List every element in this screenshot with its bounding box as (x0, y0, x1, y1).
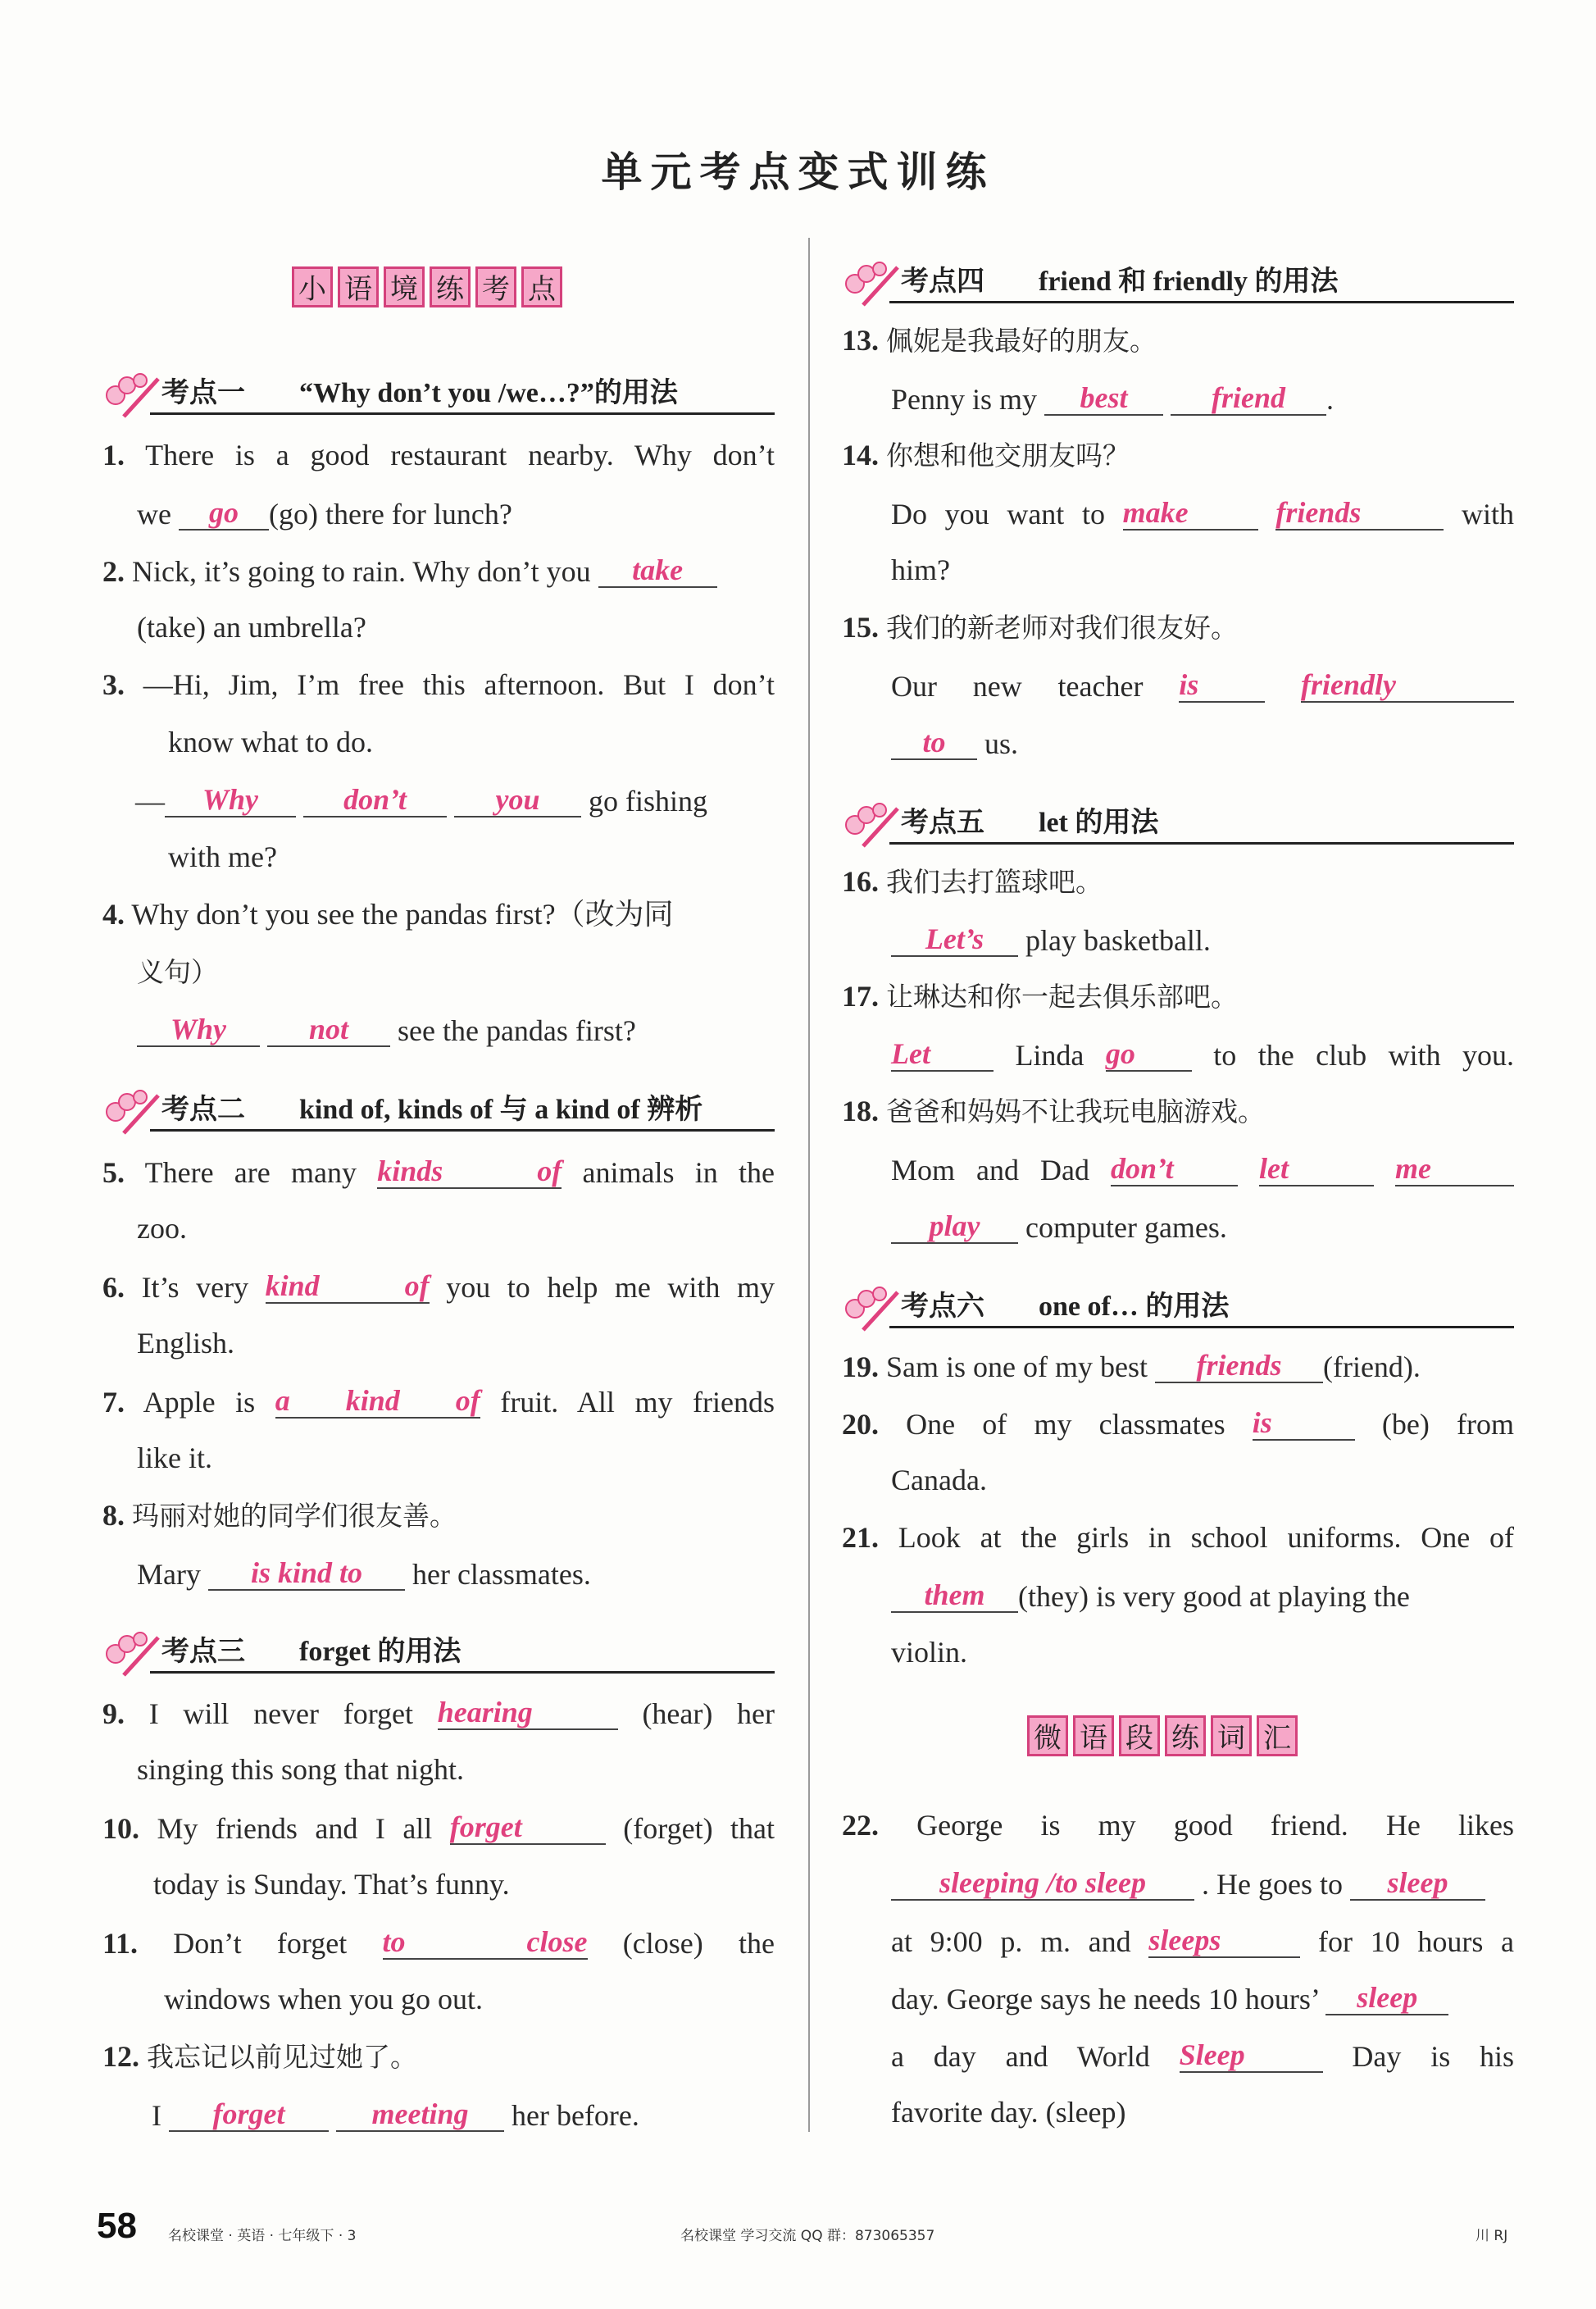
page-title: 单元考点变式训练 (601, 148, 995, 196)
question-12-line2: I forget meeting her before. (152, 2097, 639, 2132)
question-7-line2: like it. (137, 1441, 212, 1474)
question-22-line4: day. George says he needs 10 hours’ sleep (891, 1981, 1514, 2015)
question-1: 1. There is a good restaurant nearby. Why don’t (102, 439, 775, 471)
box-char: 考 (475, 266, 516, 307)
section-title: let 的用法 (1039, 808, 1159, 838)
question-6-line2: English. (137, 1327, 235, 1359)
box-char: 词 (1211, 1715, 1252, 1756)
question-4: 4. Why don’t you see the pandas first?（改为同 (102, 898, 674, 931)
question-9-line2: singing this song that night. (137, 1753, 465, 1786)
section-label: 考点三 (161, 1635, 245, 1668)
section-header (102, 376, 775, 415)
question-10: 10. My friends and I all forget (forget) that (102, 1810, 775, 1845)
question-3-line4: with me? (168, 840, 277, 873)
footer-edition: 川 RJ (1476, 2228, 1508, 2244)
section-header (842, 264, 1514, 303)
question-4-line2: 义句） (137, 956, 218, 988)
question-21-line2: them (they) is very good at playing the (891, 1578, 1514, 1613)
question-15-line3: to us. (891, 726, 1514, 760)
question-22: 22. George is my good friend. He likes (842, 1809, 1514, 1842)
box-char: 点 (521, 266, 562, 307)
question-15: 15. 我们的新老师对我们很友好。 (842, 611, 1238, 644)
question-13-line2: Penny is my best friend . (891, 381, 1335, 416)
question-17-line2: Let Linda go to the club with you. (891, 1037, 1515, 1072)
question-16-line2: Let’s play basketball. (891, 922, 1514, 957)
question-4-line3: Why not see the pandas first? (137, 1013, 775, 1047)
question-3-line3: — Why don’t you go fishing (135, 783, 708, 817)
section-label: 考点四 (901, 265, 984, 298)
column-divider (808, 238, 810, 2132)
section-title: “Why don’t you /we…?”的用法 (299, 378, 678, 408)
question-22-line5: a day and World Sleep Day is his (891, 2038, 1515, 2073)
question-10-line2: today is Sunday. That’s funny. (153, 1868, 510, 1901)
question-14: 14. 你想和他交朋友吗？ (842, 439, 1130, 471)
question-15-line2: Our new teacher is friendly (891, 668, 1514, 703)
question-12: 12. 我忘记以前见过她了。 (102, 2040, 417, 2073)
section-label: 考点五 (901, 806, 984, 839)
answer: go (208, 496, 239, 529)
question-17: 17. 让琳达和你一起去俱乐部吧。 (842, 980, 1238, 1013)
question-11-line2: windows when you go out. (164, 1983, 483, 2015)
question-3: 3. —Hi, Jim, I’m free this afternoon. But I don’t (102, 668, 775, 701)
question-2: 2. Nick, it’s going to rain. Why don’t you take (102, 553, 775, 588)
section-title: forget 的用法 (299, 1637, 462, 1667)
question-14-line3: him? (891, 553, 950, 586)
section-header (842, 1289, 1514, 1328)
section-label: 考点六 (901, 1290, 984, 1323)
section-header (842, 805, 1514, 845)
box-char: 小 (292, 266, 333, 307)
box-char: 汇 (1257, 1715, 1298, 1756)
section-label: 考点一 (161, 376, 245, 409)
question-16: 16. 我们去打篮球吧。 (842, 865, 1103, 898)
page-number: 58 (97, 2206, 137, 2246)
left-box-title (292, 266, 562, 307)
right-box-title (1027, 1715, 1298, 1756)
box-char: 微 (1027, 1715, 1068, 1756)
question-8: 8. 玛丽对她的同学们很友善。 (102, 1499, 457, 1532)
question-13: 13. 佩妮是我最好的朋友。 (842, 324, 1157, 357)
section-title: friend 和 friendly 的用法 (1039, 266, 1339, 297)
section-label: 考点二 (161, 1093, 245, 1126)
question-8-line2: Mary is kind to her classmates. (137, 1556, 591, 1591)
question-5-line2: zoo. (137, 1212, 187, 1245)
question-20-line2: Canada. (891, 1464, 987, 1496)
question-2-line2: (take) an umbrella? (137, 611, 366, 644)
section-title: kind of, kinds of 与 a kind of 辨析 (299, 1095, 703, 1125)
question-22-line6: favorite day. (sleep) (891, 2096, 1126, 2129)
question-5: 5. There are many kinds of animals in the (102, 1154, 775, 1189)
question-1-line2: we go (go) there for lunch? (137, 496, 512, 531)
question-18-line2: Mom and Dad don’t let me (891, 1152, 1514, 1186)
box-char: 语 (338, 266, 379, 307)
question-21-line3: violin. (891, 1636, 968, 1669)
section-header (102, 1634, 775, 1674)
question-6: 6. It’s very kind of you to help me with my (102, 1269, 775, 1304)
box-char: 练 (1165, 1715, 1206, 1756)
question-14-line2: Do you want to make friends with (891, 496, 1515, 531)
question-3-line2: know what to do. (168, 726, 373, 758)
question-18: 18. 爸爸和妈妈不让我玩电脑游戏。 (842, 1095, 1265, 1127)
question-18-line3: play computer games. (891, 1209, 1514, 1244)
question-22-line2: sleeping /to sleep . He goes to sleep (891, 1866, 1514, 1901)
question-22-line3: at 9:00 p. m. and sleeps for 10 hours a (891, 1924, 1515, 1958)
footer-book: 名校课堂 · 英语 · 七年级下 · 3 (168, 2228, 357, 2244)
box-char: 境 (384, 266, 425, 307)
section-header (102, 1092, 775, 1132)
footer-qq: 名校课堂 学习交流 QQ 群：873065357 (680, 2228, 935, 2244)
question-20: 20. One of my classmates is (be) from (842, 1406, 1515, 1441)
answer: take (632, 553, 684, 586)
question-19: 19. Sam is one of my best friends (friend). (842, 1349, 1421, 1383)
question-9: 9. I will never forget hearing (hear) her (102, 1696, 775, 1730)
box-char: 语 (1073, 1715, 1114, 1756)
question-21: 21. Look at the girls in school uniforms. One of (842, 1521, 1515, 1554)
box-char: 练 (430, 266, 471, 307)
section-title: one of… 的用法 (1039, 1291, 1230, 1322)
box-char: 段 (1119, 1715, 1160, 1756)
question-7: 7. Apple is a kind of fruit. All my friends (102, 1384, 775, 1419)
question-11: 11. Don’t forget to close (close) the (102, 1925, 775, 1960)
